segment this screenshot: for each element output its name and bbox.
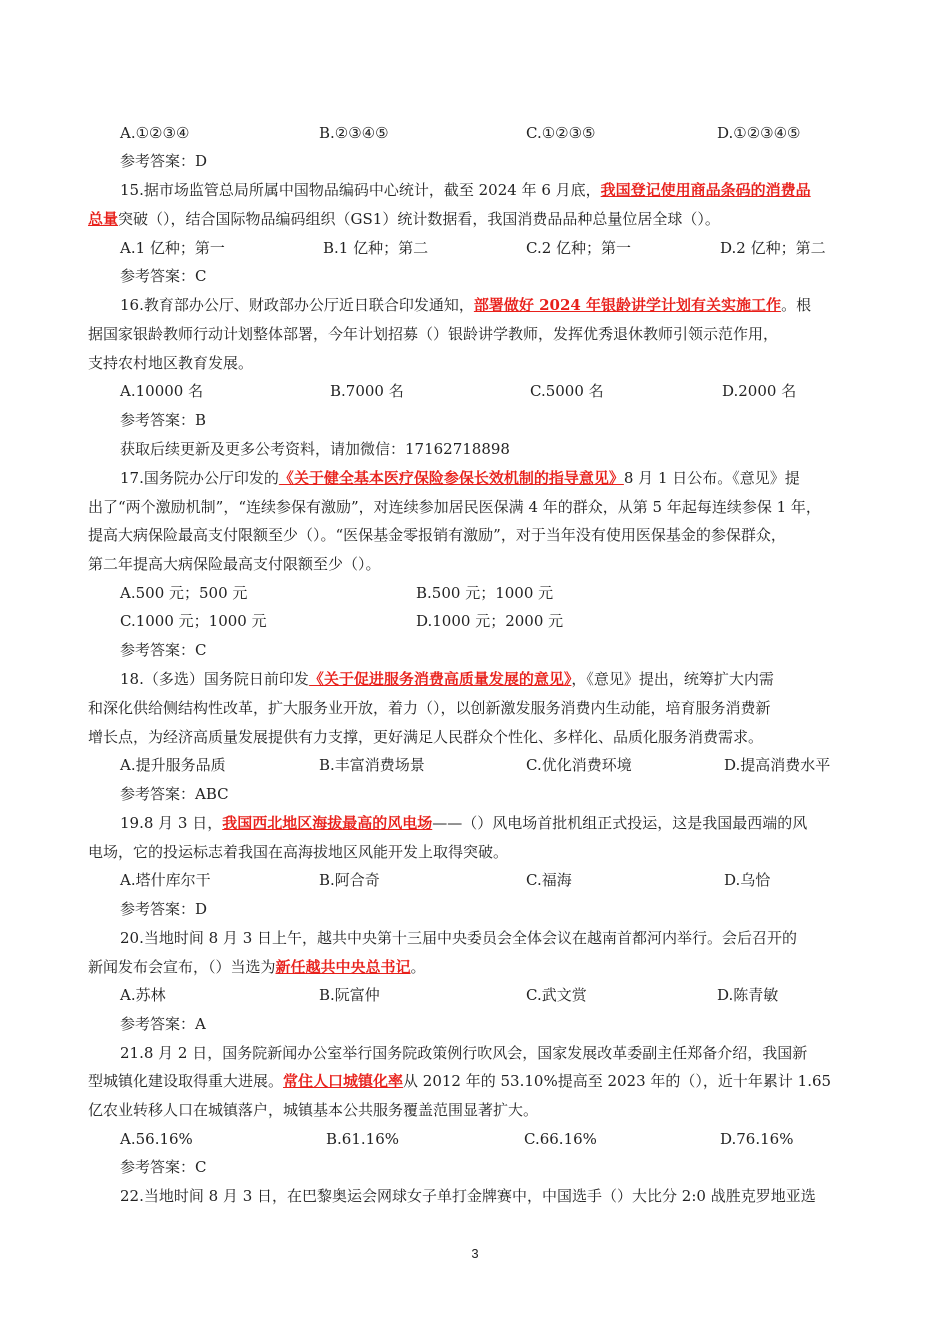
wechat-notice: 获取后续更新及更多公考资料，请加微信：17162718898	[120, 440, 510, 458]
highlight-phrase: 新任越共中央总书记	[275, 958, 411, 976]
option-a: A.苏林	[120, 986, 166, 1004]
question-text: 21.8 月 2 日，国务院新闻办公室举行国务院政策例行吹风会，国家发展改革委副主任郑备介绍，我国新	[120, 1044, 808, 1062]
option-c: C.优化消费环境	[526, 756, 632, 774]
answer: 参考答案：C	[120, 1158, 207, 1176]
option-b: B.61.16%	[326, 1130, 399, 1148]
option-b: B.阮富仲	[319, 986, 380, 1004]
answer: 参考答案：C	[120, 641, 207, 659]
highlight-phrase: 《关于健全基本医疗保险参保长效机制的指导意见》	[278, 469, 624, 487]
option-d: D.76.16%	[720, 1130, 794, 1148]
answer: 参考答案：ABC	[120, 785, 229, 803]
question-text: 据国家银龄教师行动计划整体部署，今年计划招募（）银龄讲学教师，发挥优秀退休教师引领示范作用，	[88, 325, 779, 343]
question-text: 新闻发布会宣布，（）当选为新任越共中央总书记。	[88, 958, 426, 976]
question-text: 亿农业转移人口在城镇落户，城镇基本公共服务覆盖范围显著扩大。	[88, 1101, 539, 1119]
option-d: D.乌恰	[724, 871, 771, 889]
highlight-phrase: 常住人口城镇化率	[283, 1072, 404, 1090]
option-c: C.5000 名	[530, 382, 604, 400]
option-a: A.提升服务品质	[120, 756, 226, 774]
question-text: 电场，它的投运标志着我国在高海拔地区风能开发上取得突破。	[88, 843, 509, 861]
question-text: 第二年提高大病保险最高支付限额至少（）。	[88, 555, 381, 573]
option-d: D.1000 元；2000 元	[416, 612, 564, 630]
option-a: A.56.16%	[120, 1130, 193, 1148]
option-c: C.1000 元；1000 元	[120, 612, 267, 630]
option-d: D.2 亿种；第二	[720, 239, 826, 257]
question-text: 和深化供给侧结构性改革，扩大服务业开放，着力（），以创新激发服务消费内生动能，培育服务消费新	[88, 699, 771, 717]
option-a: A.1 亿种；第一	[120, 239, 225, 257]
question-text: 增长点，为经济高质量发展提供有力支撑，更好满足人民群众个性化、多样化、品质化服务消费需求。	[88, 728, 764, 746]
answer: 参考答案：B	[120, 411, 207, 429]
option-d: D.2000 名	[722, 382, 797, 400]
question-text: 出了“两个激励机制”，“连续参保有激励”，对连续参加居民医保满 4 年的群众，从第 5 年起每连续参保 1 年，	[88, 498, 821, 516]
highlight-phrase: 总量	[88, 210, 119, 228]
option-c: C.2 亿种；第一	[526, 239, 632, 257]
page-number: 3	[471, 1246, 479, 1261]
question-text: 20.当地时间 8 月 3 日上午，越共中央第十三届中央委员会全体会议在越南首都河内举行。会后召开的	[120, 929, 798, 947]
option-a: A.塔什库尔干	[120, 871, 211, 889]
option-a: A.10000 名	[120, 382, 204, 400]
option-b: B.7000 名	[330, 382, 404, 400]
highlight-phrase: 我国登记使用商品条码的消费品	[600, 181, 811, 199]
question-text: 16.教育部办公厅、财政部办公厅近日联合印发通知，部署做好 2024 年银龄讲学计划有关实施工作。根	[120, 296, 812, 314]
option-d: D.陈青敏	[717, 986, 779, 1004]
option-c: C.武文赏	[526, 986, 587, 1004]
option-a: A.①②③④	[120, 124, 190, 142]
question-text: 支持农村地区教育发展。	[88, 354, 254, 372]
option-b: B.丰富消费场景	[319, 756, 425, 774]
answer: 参考答案：A	[120, 1015, 206, 1033]
question-text: 总量突破（），结合国际物品编码组织（GS1）统计数据看，我国消费品品种总量位居全球（）。	[88, 210, 720, 228]
highlight-phrase: 部署做好 2024 年银龄讲学计划有关实施工作	[473, 296, 782, 314]
question-text: 型城镇化建设取得重大进展。常住人口城镇化率从 2012 年的 53.10%提高至 2023 年的（），近十年累计 1.65	[88, 1072, 832, 1090]
option-c: C.66.16%	[524, 1130, 597, 1148]
option-b: B.②③④⑤	[319, 124, 389, 142]
question-text: 18.（多选）国务院日前印发《关于促进服务消费高质量发展的意见》，《意见》提出，统筹扩大内需	[120, 670, 774, 688]
question-text: 19.8 月 3 日，我国西北地区海拔最高的风电场——（）风电场首批机组正式投运，这是我国最西端的风	[120, 814, 808, 832]
option-c: C.①②③⑤	[526, 124, 596, 142]
answer: 参考答案：D	[120, 152, 208, 170]
option-b: B.500 元；1000 元	[416, 584, 554, 602]
option-b: B.阿合奇	[319, 871, 380, 889]
question-text: 22.当地时间 8 月 3 日，在巴黎奥运会网球女子单打金牌赛中，中国选手（）大比分 2:0 战胜克罗地亚选	[120, 1187, 816, 1205]
answer: 参考答案：C	[120, 267, 207, 285]
question-text: 提高大病保险最高支付限额至少（）。“医保基金零报销有激励”，对于当年没有使用医保基金的参保群众，	[88, 526, 786, 544]
question-text: 17.国务院办公厅印发的《关于健全基本医疗保险参保长效机制的指导意见》8 月 1 日公布。《意见》提	[120, 469, 800, 487]
option-d: D.提高消费水平	[724, 756, 831, 774]
highlight-phrase: 《关于促进服务消费高质量发展的意见》	[308, 670, 572, 688]
question-text: 15.据市场监管总局所属中国物品编码中心统计，截至 2024 年 6 月底，我国登记使用商品条码的消费品	[120, 181, 811, 199]
highlight-phrase: 我国西北地区海拔最高的风电场	[222, 814, 433, 832]
option-c: C.福海	[526, 871, 572, 889]
option-a: A.500 元；500 元	[120, 584, 248, 602]
answer: 参考答案：D	[120, 900, 208, 918]
option-d: D.①②③④⑤	[717, 124, 801, 142]
option-b: B.1 亿种；第二	[323, 239, 429, 257]
